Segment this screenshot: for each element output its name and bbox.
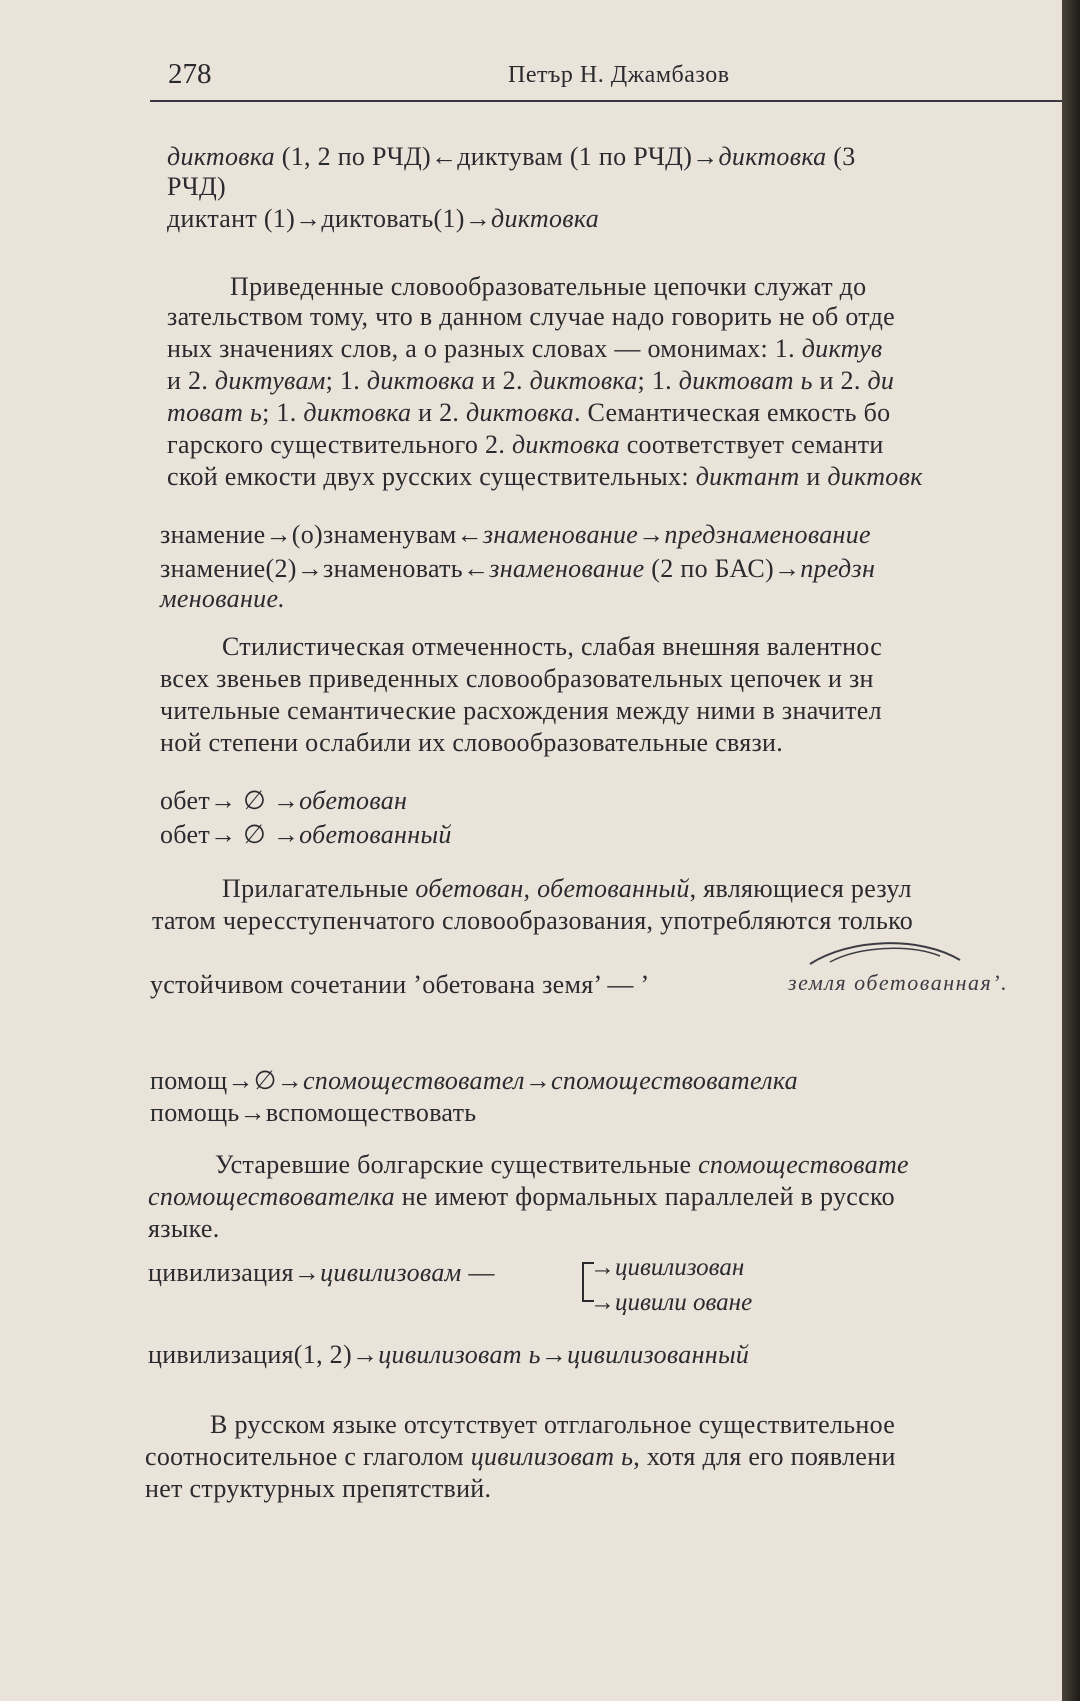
text-segment: ных значениях слов, а о разных словах — омонимах: 1. (167, 334, 802, 363)
text-segment: помощ→∅→ (150, 1066, 303, 1095)
text-line-p4c (148, 1214, 220, 1244)
text-line-p2b (160, 664, 874, 694)
text-line-l4 (160, 554, 875, 584)
text-line-l3 (160, 520, 871, 550)
text-line-p2c (160, 696, 882, 726)
text-segment: гарского существительного 2. (167, 430, 512, 459)
text-segment: помощь→вспомоществовать (150, 1098, 477, 1127)
text-segment: диктант (695, 462, 800, 491)
text-line-l6 (160, 820, 452, 850)
text-segment: , являющиеся резул (689, 874, 912, 903)
text-line-p5c (145, 1474, 491, 1504)
text-line-p5a (210, 1410, 895, 1440)
text-line-p5b (145, 1442, 896, 1472)
text-line-p4b (148, 1182, 895, 1212)
text-line-p1a (230, 272, 867, 302)
text-line-p1c (167, 334, 882, 364)
text-segment: предзн (800, 554, 876, 583)
text-line-p3a (222, 874, 912, 904)
text-segment: диктовк (827, 462, 923, 491)
text-line-l1b (167, 172, 226, 202)
text-segment: диктовка (529, 366, 638, 395)
text-line-l1a (167, 142, 856, 172)
text-segment: цивилизация→ (148, 1258, 321, 1287)
text-segment: обет→ ∅ → (160, 820, 300, 849)
text-segment: ; 1. (637, 366, 679, 395)
text-line-p1b (167, 302, 895, 332)
text-line-p4a (215, 1150, 909, 1180)
text-segment: ди (867, 366, 895, 395)
text-segment: ; 1. (325, 366, 367, 395)
text-segment: спомоществовател→спомоществователка (302, 1066, 798, 1095)
text-segment: чительные семантические расхождения между ними в значител (160, 696, 882, 725)
text-segment: ной степени ослабили их словообразовательные связи. (160, 728, 784, 757)
running-head: Петър Н. Джамбазов (508, 62, 730, 88)
text-line-l9a (148, 1258, 495, 1288)
text-line-p3b (152, 906, 913, 936)
text-segment: зательством тому, что в данном случае надо говорить не об отде (167, 302, 895, 331)
text-segment: . Семантическая емкость бо (573, 398, 891, 427)
text-segment: диктувам (214, 366, 326, 395)
text-segment: товат ь (167, 398, 263, 427)
text-segment: диктоват ь (678, 366, 813, 395)
text-segment: (3 (826, 142, 856, 171)
text-segment: диктув (801, 334, 883, 363)
text-segment: диктовка (167, 142, 275, 171)
text-segment: ской емкости двух русских существительных: (167, 462, 696, 491)
text-segment: диктовка (466, 398, 574, 427)
text-line-l10 (148, 1340, 749, 1370)
text-segment: соотносительное с глаголом (145, 1442, 471, 1471)
text-segment: устойчивом сочетании ’обетована земя’ — ’ (150, 970, 650, 999)
text-segment: не имеют формальных параллелей в русско (394, 1182, 895, 1211)
text-segment: цивилизовам (320, 1258, 462, 1287)
handwritten-arc (800, 938, 970, 968)
text-line-p2a (222, 632, 882, 662)
text-line-l8 (150, 1098, 476, 1128)
text-segment: (2 по БАС)→ (644, 554, 801, 583)
text-segment: татом чересступенчатого словообразования, употребляются только (152, 906, 914, 935)
text-segment: РЧД) (167, 172, 226, 201)
handwritten-note: земля обетованная’. (788, 970, 1009, 995)
text-segment: В русском языке отсутствует отглагольное существительное (210, 1410, 896, 1439)
text-line-p2d (160, 728, 783, 758)
text-line-l4b (160, 584, 285, 614)
text-segment: знамение(2)→знаменовать← (160, 554, 490, 583)
text-line-l2 (167, 204, 599, 234)
text-segment: и 2. (474, 366, 530, 395)
text-segment: менование. (160, 584, 286, 613)
text-segment: диктовка (366, 366, 475, 395)
text-segment: обетован (299, 786, 408, 815)
text-segment: знамение→(о)знаменувам← (160, 520, 483, 549)
text-segment: обетован, обетованный (415, 874, 690, 903)
text-segment: спомоществователка (148, 1182, 395, 1211)
text-segment: диктовка (718, 142, 827, 171)
text-segment: диктовка (303, 398, 412, 427)
text-segment: и 2. (411, 398, 466, 427)
text-segment: знаменование→предзнаменование (482, 520, 871, 549)
text-line-p1f (167, 430, 884, 460)
text-segment: цивилизоват ь→цивилизованный (378, 1340, 750, 1369)
text-segment: Устаревшие болгарские существительные (215, 1150, 699, 1179)
text-line-p3c (150, 970, 649, 1000)
text-segment: диктант (1)→диктовать(1)→ (167, 204, 492, 233)
text-segment: спомоществовате (698, 1150, 909, 1179)
text-segment: Стилистическая отмеченность, слабая внешняя валентнос (222, 632, 883, 661)
text-segment: — (461, 1258, 495, 1287)
text-segment: соответствует семанти (619, 430, 884, 459)
text-segment: и 2. (167, 366, 215, 395)
text-segment: обет→ ∅ → (160, 786, 300, 815)
branch-top: →цивилизован (590, 1254, 745, 1281)
text-line-l5 (160, 786, 407, 816)
text-segment: и 2. (812, 366, 868, 395)
text-segment: обетованный (299, 820, 452, 849)
text-segment: цивилизация(1, 2)→ (148, 1340, 379, 1369)
text-segment: Приведенные словообразовательные цепочки служат до (230, 272, 867, 301)
text-segment: знаменование (489, 554, 645, 583)
text-line-p1d (167, 366, 894, 396)
text-segment: , хотя для его появлени (633, 1442, 896, 1471)
text-segment: диктовка (491, 204, 599, 233)
header-rule (150, 100, 1062, 102)
book-binding-edge (1062, 0, 1080, 1701)
text-segment: Прилагательные (222, 874, 416, 903)
text-line-p1e (167, 398, 890, 428)
text-segment: языке. (148, 1214, 220, 1243)
text-segment: нет структурных препятствий. (145, 1474, 492, 1503)
page-number: 278 (168, 58, 212, 90)
text-segment: ; 1. (262, 398, 304, 427)
text-segment: диктовка (511, 430, 620, 459)
branch-bottom: →цивили оване (590, 1289, 753, 1316)
text-segment: (1, 2 по РЧД)←диктувам (1 по РЧД)→ (274, 142, 719, 171)
text-segment: всех звеньев приведенных словообразовательных цепочек и зн (160, 664, 874, 693)
text-segment: цивилизоват ь (470, 1442, 634, 1471)
text-segment: и (799, 462, 828, 491)
text-line-p1g (167, 462, 923, 492)
text-line-l7 (150, 1066, 798, 1096)
